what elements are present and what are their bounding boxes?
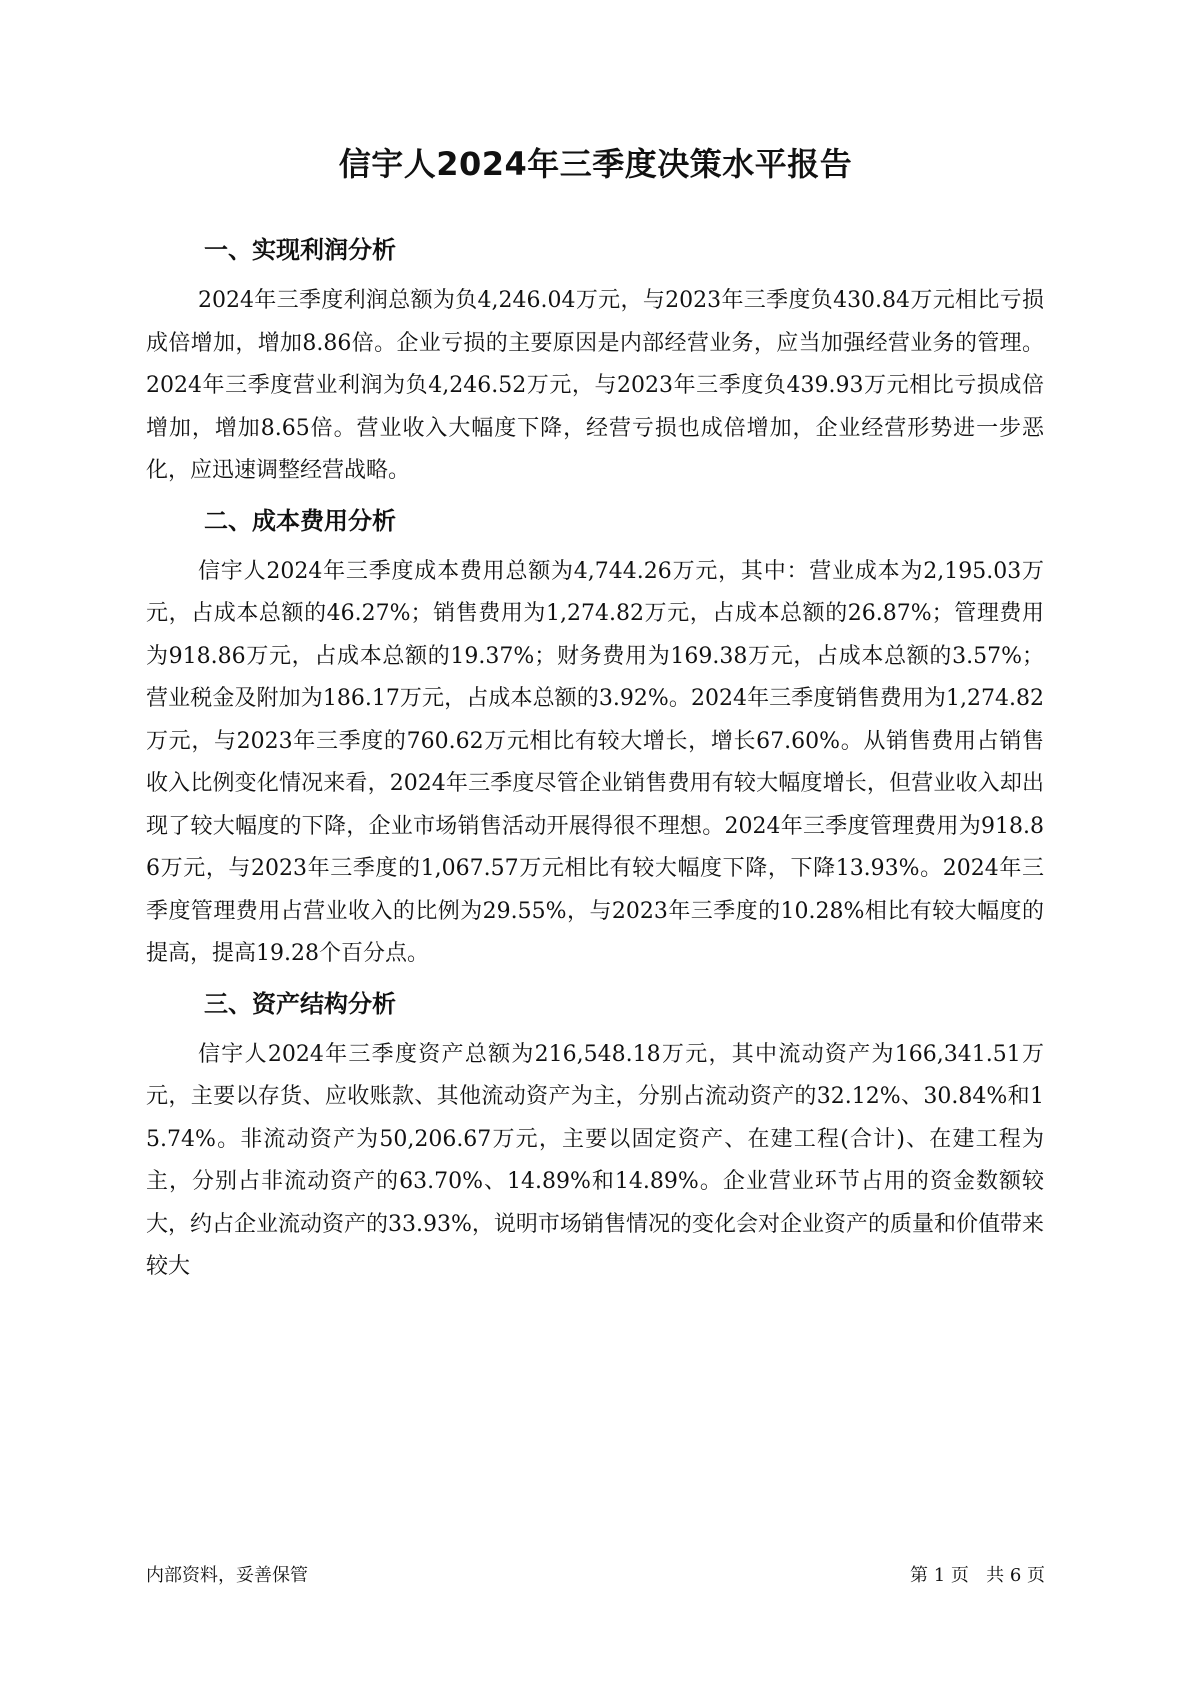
section-paragraph: 2024年三季度利润总额为负4,246.04万元，与2023年三季度负430.84万元相比亏损成倍增加，增加8.86倍。企业亏损的主要原因是内部经营业务，应当加强经营业务的管理。2024年三季度营业利润为负4,246.52万元，与2023年三季度负439.93万元相比亏损成倍增加，增加8.65倍。营业收入大幅度下降，经营亏损也成倍增加，企业经营形势进一步恶化，应迅速调整经营战略。 xyxy=(146,288,1044,483)
section-profit-analysis xyxy=(146,232,1044,493)
section-heading: 二、成本费用分析 xyxy=(204,506,396,535)
footer-page-number: 第 1 页 共 6 页 xyxy=(910,1565,1045,1586)
section-paragraph: 信宇人2024年三季度资产总额为216,548.18万元，其中流动资产为166,341.51万元，主要以存货、应收账款、其他流动资产为主，分别占流动资产的32.12%、30.84%和15.74%。非流动资产为50,206.67万元，主要以固定资产、在建工程(合计)、在建工程为主，分别占非流动资产的63.70%、14.89%和14.89%。企业营业环节占用的资金数额较大，约占企业流动资产的33.93%，说明市场销售情况的变化会对企业资产的质量和价值带来较大 xyxy=(146,1041,1044,1279)
section-cost-analysis xyxy=(146,503,1044,976)
section-heading: 三、资产结构分析 xyxy=(204,989,396,1018)
document-title: 信宇人2024年三季度决策水平报告 xyxy=(338,145,853,183)
section-asset-structure xyxy=(146,986,1044,1289)
document-body xyxy=(146,232,1044,1299)
section-paragraph: 信宇人2024年三季度成本费用总额为4,744.26万元，其中：营业成本为2,195.03万元，占成本总额的46.27%；销售费用为1,274.82万元，占成本总额的26.87%；管理费用为918.86万元，占成本总额的19.37%；财务费用为169.38万元，占成本总额的3.57%；营业税金及附加为186.17万元，占成本总额的3.92%。2024年三季度销售费用为1,274.82万元，与2023年三季度的760.62万元相比有较大增长，增长67.60%。从销售费用占销售收入比例变化情况来看，2024年三季度尽管企业销售费用有较大幅度增长，但营业收入却出现了较大幅度的下降，企业市场销售活动开展得很不理想。2024年三季度管理费用为918.86万元，与2023年三季度的1,067.57万元相比有较大幅度下降，下降13.93%。2024年三季度管理费用占营业收入的比例为29.55%，与2023年三季度的10.28%相比有较大幅度的提高，提高19.28个百分点。 xyxy=(146,558,1044,966)
section-heading: 一、实现利润分析 xyxy=(204,236,396,264)
footer-confidential-note: 内部资料，妥善保管 xyxy=(146,1565,308,1586)
